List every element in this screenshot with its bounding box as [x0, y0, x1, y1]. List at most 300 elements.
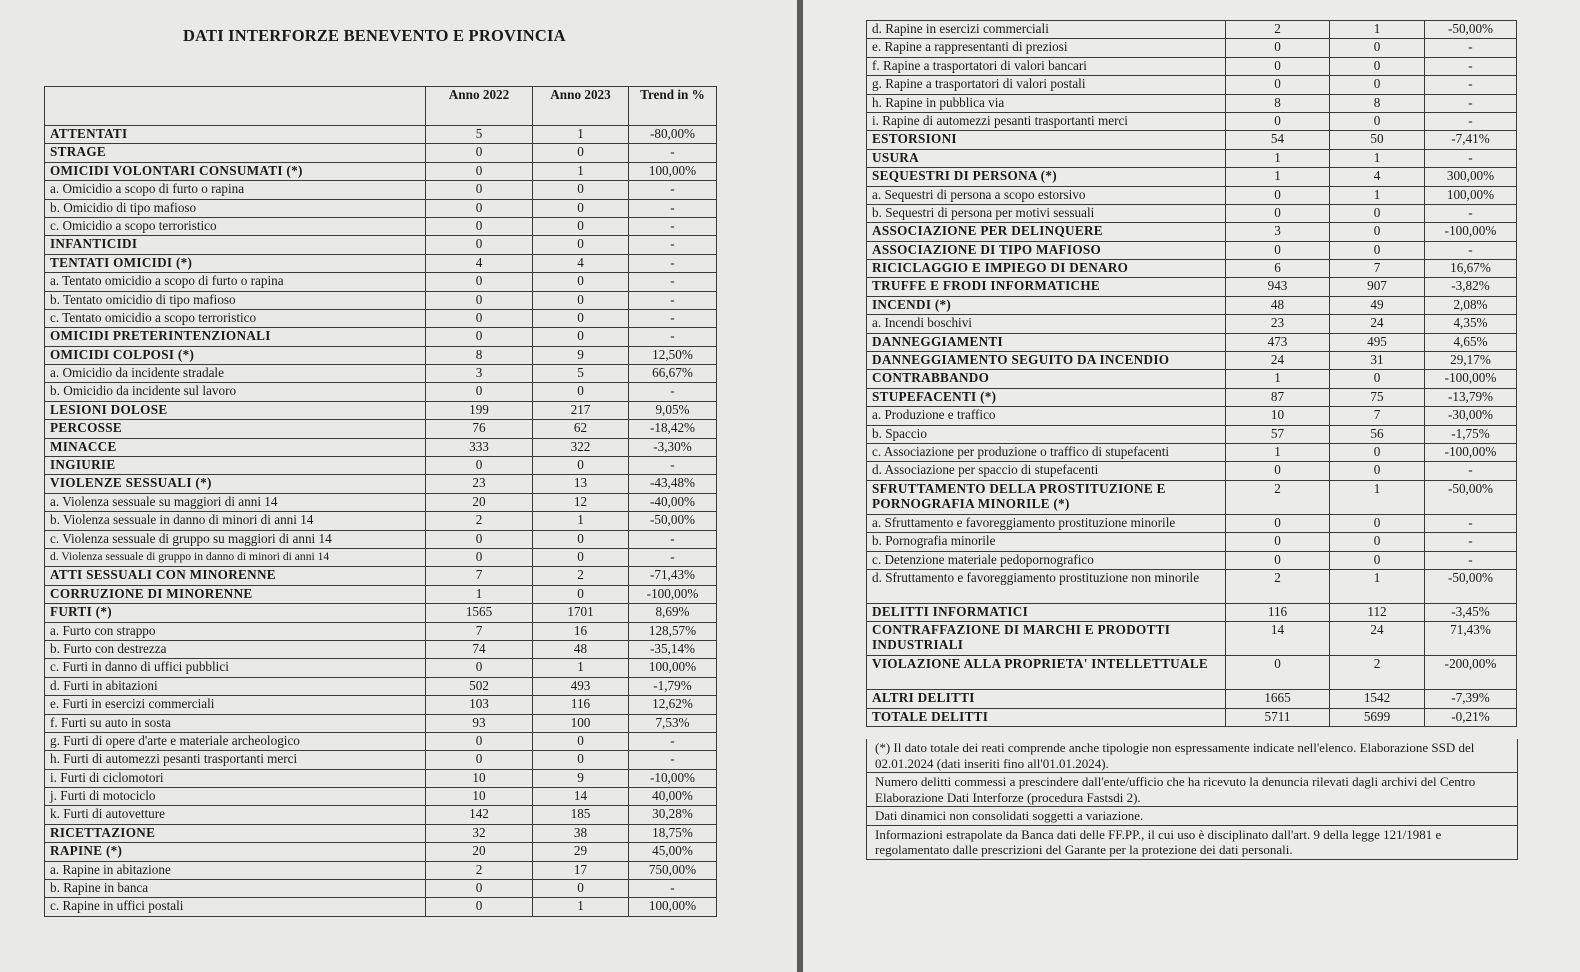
table-row [45, 769, 717, 787]
value-2022: 0 [426, 751, 533, 769]
value-2023: 0 [1330, 112, 1425, 130]
trend-percent: - [629, 273, 717, 291]
trend-percent: - [629, 530, 717, 548]
table-row [45, 328, 717, 346]
row-label: DANNEGGIAMENTI [867, 333, 1226, 351]
value-2023: 8 [1330, 94, 1425, 112]
table-row [45, 383, 717, 401]
row-label: ESTORSIONI [867, 131, 1226, 149]
table-row [45, 512, 717, 530]
table-row [867, 112, 1517, 130]
value-2022: 4 [426, 254, 533, 272]
value-2022: 0 [1226, 551, 1330, 569]
value-2023: 0 [1330, 39, 1425, 57]
row-label: d. Rapine in esercizi commerciali [867, 21, 1226, 39]
row-label: h. Rapine in pubblica via [867, 94, 1226, 112]
value-2022: 2 [1226, 569, 1330, 603]
value-2023: 0 [1330, 241, 1425, 259]
trend-percent: -1,79% [629, 677, 717, 695]
table-row [867, 443, 1517, 461]
row-label: a. Omicidio da incidente stradale [45, 365, 426, 383]
table-row [45, 732, 717, 750]
table-row [45, 291, 717, 309]
value-2022: 142 [426, 806, 533, 824]
value-2022: 1565 [426, 604, 533, 622]
value-2023: 0 [1330, 57, 1425, 75]
trend-percent: 300,00% [1425, 168, 1517, 186]
trend-percent: - [1425, 76, 1517, 94]
value-2022: 0 [1226, 39, 1330, 57]
table-row [867, 204, 1517, 222]
trend-percent: - [629, 457, 717, 475]
value-2023: 0 [1330, 533, 1425, 551]
trend-percent: -50,00% [629, 512, 717, 530]
value-2022: 20 [426, 493, 533, 511]
value-2022: 23 [426, 475, 533, 493]
value-2022: 10 [426, 769, 533, 787]
value-2022: 0 [1226, 112, 1330, 130]
trend-percent: - [629, 291, 717, 309]
row-label: b. Sequestri di persona per motivi sessuali [867, 204, 1226, 222]
table-row [45, 788, 717, 806]
table-row [45, 126, 717, 144]
table-row [45, 751, 717, 769]
crime-table-right [866, 20, 1517, 727]
value-2022: 5711 [1226, 708, 1330, 726]
trend-percent: - [629, 732, 717, 750]
value-2022: 0 [1226, 76, 1330, 94]
trend-percent: 750,00% [629, 861, 717, 879]
value-2022: 333 [426, 438, 533, 456]
row-label: d. Furti in abitazioni [45, 677, 426, 695]
value-2022: 0 [426, 291, 533, 309]
table-row [867, 21, 1517, 39]
row-label: MINACCE [45, 438, 426, 456]
table-row [45, 438, 717, 456]
row-label: OMICIDI COLPOSI (*) [45, 346, 426, 364]
value-2022: 76 [426, 420, 533, 438]
value-2022: 2 [426, 861, 533, 879]
value-2022: 1 [1226, 149, 1330, 167]
value-2022: 0 [426, 162, 533, 180]
value-2023: 0 [533, 273, 629, 291]
row-label: INGIURIE [45, 457, 426, 475]
table-row [45, 659, 717, 677]
value-2022: 3 [1226, 223, 1330, 241]
trend-percent: - [629, 181, 717, 199]
row-label: TRUFFE E FRODI INFORMATICHE [867, 278, 1226, 296]
table-row [867, 352, 1517, 370]
value-2022: 93 [426, 714, 533, 732]
table-row [867, 514, 1517, 532]
table-row [867, 333, 1517, 351]
table-row [867, 656, 1517, 690]
table-row [45, 365, 717, 383]
value-2022: 8 [426, 346, 533, 364]
row-label: d. Violenza sessuale di gruppo in danno di minori di anni 14 [45, 548, 426, 566]
trend-percent: 128,57% [629, 622, 717, 640]
row-label: j. Furti di motociclo [45, 788, 426, 806]
row-label: ASSOCIAZIONE PER DELINQUERE [867, 223, 1226, 241]
row-label: RICICLAGGIO E IMPIEGO DI DENARO [867, 260, 1226, 278]
value-2022: 0 [1226, 204, 1330, 222]
value-2022: 54 [1226, 131, 1330, 149]
row-label: b. Pornografia minorile [867, 533, 1226, 551]
row-label: INCENDI (*) [867, 296, 1226, 314]
table-row [867, 603, 1517, 621]
row-label: h. Furti di automezzi pesanti trasportanti merci [45, 751, 426, 769]
trend-percent: -50,00% [1425, 21, 1517, 39]
table-row [867, 425, 1517, 443]
table-row [45, 162, 717, 180]
value-2023: 0 [1330, 76, 1425, 94]
row-label: VIOLAZIONE ALLA PROPRIETA' INTELLETTUALE [867, 656, 1226, 690]
value-2023: 100 [533, 714, 629, 732]
value-2022: 32 [426, 824, 533, 842]
table-row [45, 217, 717, 235]
value-2022: 0 [426, 328, 533, 346]
table-row [867, 622, 1517, 656]
table-row [45, 181, 717, 199]
value-2023: 0 [1330, 204, 1425, 222]
row-label: ASSOCIAZIONE DI TIPO MAFIOSO [867, 241, 1226, 259]
crime-table-left [44, 86, 717, 917]
value-2023: 0 [533, 732, 629, 750]
trend-percent: 66,67% [629, 365, 717, 383]
value-2023: 62 [533, 420, 629, 438]
table-row [45, 843, 717, 861]
row-label: c. Furti in danno di uffici pubblici [45, 659, 426, 677]
trend-percent: -80,00% [629, 126, 717, 144]
row-label: LESIONI DOLOSE [45, 401, 426, 419]
trend-percent: 7,53% [629, 714, 717, 732]
value-2023: 0 [533, 880, 629, 898]
table-row [45, 548, 717, 566]
row-label: TENTATI OMICIDI (*) [45, 254, 426, 272]
row-label: g. Rapine a trasportatori di valori postali [867, 76, 1226, 94]
row-label: i. Furti di ciclomotori [45, 769, 426, 787]
trend-percent: - [629, 548, 717, 566]
trend-percent: -100,00% [1425, 223, 1517, 241]
row-label: b. Furto con destrezza [45, 640, 426, 658]
value-2022: 943 [1226, 278, 1330, 296]
trend-percent: -35,14% [629, 640, 717, 658]
value-2023: 50 [1330, 131, 1425, 149]
value-2023: 0 [533, 751, 629, 769]
table-row [45, 420, 717, 438]
table-row [867, 551, 1517, 569]
value-2023: 0 [1330, 443, 1425, 461]
value-2023: 2 [533, 567, 629, 585]
table-row [45, 254, 717, 272]
trend-percent: -3,45% [1425, 603, 1517, 621]
value-2022: 23 [1226, 315, 1330, 333]
trend-percent: 29,17% [1425, 352, 1517, 370]
trend-percent: - [629, 254, 717, 272]
row-label: a. Incendi boschivi [867, 315, 1226, 333]
trend-percent: -100,00% [1425, 370, 1517, 388]
row-label: a. Tentato omicidio a scopo di furto o rapina [45, 273, 426, 291]
value-2022: 74 [426, 640, 533, 658]
value-2023: 1 [533, 126, 629, 144]
value-2023: 48 [533, 640, 629, 658]
value-2023: 0 [533, 309, 629, 327]
value-2022: 103 [426, 696, 533, 714]
trend-percent: -100,00% [629, 585, 717, 603]
table-row [867, 569, 1517, 603]
row-label: SFRUTTAMENTO DELLA PROSTITUZIONE E PORNOGRAFIA MINORILE (*) [867, 480, 1226, 514]
trend-percent: 100,00% [629, 162, 717, 180]
row-label: d. Associazione per spaccio di stupefacenti [867, 462, 1226, 480]
table-row [45, 236, 717, 254]
table-row [867, 131, 1517, 149]
value-2023: 0 [533, 291, 629, 309]
footnotes [866, 739, 1518, 860]
trend-percent: - [1425, 514, 1517, 532]
row-label: ATTENTATI [45, 126, 426, 144]
value-2022: 0 [1226, 533, 1330, 551]
value-2023: 0 [533, 181, 629, 199]
header-2023: Anno 2023 [533, 87, 629, 126]
trend-percent: - [1425, 112, 1517, 130]
value-2023: 17 [533, 861, 629, 879]
value-2022: 0 [1226, 462, 1330, 480]
value-2023: 9 [533, 346, 629, 364]
row-label: b. Tentato omicidio di tipo mafioso [45, 291, 426, 309]
trend-percent: - [629, 880, 717, 898]
value-2022: 1 [426, 585, 533, 603]
table-row [45, 493, 717, 511]
value-2022: 1 [1226, 370, 1330, 388]
value-2023: 0 [533, 217, 629, 235]
table-row [45, 806, 717, 824]
table-row [867, 241, 1517, 259]
value-2023: 0 [1330, 462, 1425, 480]
footnote-source: Numero delitti commessi a prescindere dall'ente/ufficio che ha ricevuto la denuncia rilevati dagli archivi del Centro Elaborazione Dati Interforze (procedura Fastsdi 2). [867, 772, 1517, 806]
value-2022: 199 [426, 401, 533, 419]
table-row [867, 462, 1517, 480]
table-row [867, 296, 1517, 314]
table-row [45, 585, 717, 603]
value-2023: 1 [533, 659, 629, 677]
row-label: STRAGE [45, 144, 426, 162]
value-2022: 7 [426, 567, 533, 585]
row-label: a. Omicidio a scopo di furto o rapina [45, 181, 426, 199]
footnote-dynamic [867, 806, 1517, 825]
trend-percent: 8,69% [629, 604, 717, 622]
value-2022: 0 [426, 898, 533, 916]
trend-percent: 30,28% [629, 806, 717, 824]
value-2022: 0 [426, 309, 533, 327]
value-2022: 0 [426, 236, 533, 254]
value-2022: 473 [1226, 333, 1330, 351]
value-2023: 0 [533, 585, 629, 603]
value-2022: 1 [1226, 168, 1330, 186]
row-label: i. Rapine di automezzi pesanti trasportanti merci [867, 112, 1226, 130]
table-row [45, 604, 717, 622]
value-2022: 10 [1226, 407, 1330, 425]
trend-percent: 9,05% [629, 401, 717, 419]
table-row [45, 714, 717, 732]
value-2023: 1 [1330, 186, 1425, 204]
trend-percent: -50,00% [1425, 569, 1517, 603]
row-label: b. Spaccio [867, 425, 1226, 443]
trend-percent: - [629, 383, 717, 401]
value-2022: 3 [426, 365, 533, 383]
value-2023: 0 [533, 144, 629, 162]
value-2023: 112 [1330, 603, 1425, 621]
table-row [867, 480, 1517, 514]
value-2023: 12 [533, 493, 629, 511]
value-2022: 2 [426, 512, 533, 530]
value-2023: 907 [1330, 278, 1425, 296]
value-2023: 116 [533, 696, 629, 714]
value-2022: 5 [426, 126, 533, 144]
trend-percent: 16,67% [1425, 260, 1517, 278]
value-2022: 0 [426, 199, 533, 217]
row-label: e. Rapine a rappresentanti di preziosi [867, 39, 1226, 57]
table-row [45, 273, 717, 291]
row-label: c. Associazione per produzione o traffico di stupefacenti [867, 443, 1226, 461]
table-row [867, 388, 1517, 406]
value-2023: 14 [533, 788, 629, 806]
value-2023: 495 [1330, 333, 1425, 351]
row-label: c. Violenza sessuale di gruppo su maggiori di anni 14 [45, 530, 426, 548]
table-row [867, 39, 1517, 57]
value-2023: 0 [533, 328, 629, 346]
table-row [867, 708, 1517, 726]
value-2022: 0 [426, 548, 533, 566]
table-row [45, 640, 717, 658]
row-label: RICETTAZIONE [45, 824, 426, 842]
footnote-dynamic-text: Dati dinamici non consolidati soggetti a variazione. [875, 808, 1144, 823]
value-2023: 56 [1330, 425, 1425, 443]
trend-percent: - [629, 328, 717, 346]
row-label: ATTI SESSUALI CON MINORENNE [45, 567, 426, 585]
trend-percent: -200,00% [1425, 656, 1517, 690]
value-2023: 5699 [1330, 708, 1425, 726]
trend-percent: - [629, 199, 717, 217]
trend-percent: - [629, 309, 717, 327]
document-title: DATI INTERFORZE BENEVENTO E PROVINCIA [183, 26, 566, 45]
value-2023: 1 [1330, 21, 1425, 39]
value-2023: 217 [533, 401, 629, 419]
value-2022: 502 [426, 677, 533, 695]
value-2022: 0 [426, 383, 533, 401]
table-row [867, 278, 1517, 296]
table-header [45, 87, 717, 126]
row-label: DELITTI INFORMATICI [867, 603, 1226, 621]
table-row [45, 475, 717, 493]
table-row [867, 407, 1517, 425]
value-2023: 4 [1330, 168, 1425, 186]
value-2023: 1 [533, 898, 629, 916]
value-2023: 1701 [533, 604, 629, 622]
value-2022: 0 [426, 659, 533, 677]
row-label: f. Rapine a trasportatori di valori bancari [867, 57, 1226, 75]
trend-percent: - [629, 751, 717, 769]
table-row [45, 401, 717, 419]
row-label: g. Furti di opere d'arte e materiale archeologico [45, 732, 426, 750]
table-row [867, 94, 1517, 112]
value-2023: 0 [533, 548, 629, 566]
value-2023: 9 [533, 769, 629, 787]
value-2023: 38 [533, 824, 629, 842]
table-row [45, 457, 717, 475]
value-2022: 0 [1226, 186, 1330, 204]
row-label: b. Violenza sessuale in danno di minori di anni 14 [45, 512, 426, 530]
value-2022: 0 [1226, 241, 1330, 259]
value-2023: 49 [1330, 296, 1425, 314]
trend-percent: 12,50% [629, 346, 717, 364]
row-label: DANNEGGIAMENTO SEGUITO DA INCENDIO [867, 352, 1226, 370]
value-2023: 16 [533, 622, 629, 640]
value-2022: 8 [1226, 94, 1330, 112]
table-row [45, 898, 717, 916]
value-2022: 57 [1226, 425, 1330, 443]
value-2023: 24 [1330, 622, 1425, 656]
value-2022: 48 [1226, 296, 1330, 314]
row-label: a. Produzione e traffico [867, 407, 1226, 425]
row-label: a. Furto con strappo [45, 622, 426, 640]
value-2023: 2 [1330, 656, 1425, 690]
trend-percent: 45,00% [629, 843, 717, 861]
value-2022: 0 [426, 457, 533, 475]
trend-percent: 18,75% [629, 824, 717, 842]
table-row [867, 223, 1517, 241]
trend-percent: - [629, 144, 717, 162]
value-2023: 5 [533, 365, 629, 383]
table-row [867, 690, 1517, 708]
row-label: CONTRAFFAZIONE DI MARCHI E PRODOTTI INDUSTRIALI [867, 622, 1226, 656]
row-label: d. Sfruttamento e favoreggiamento prostituzione non minorile [867, 569, 1226, 603]
trend-percent: 71,43% [1425, 622, 1517, 656]
table-row [45, 346, 717, 364]
row-label: TOTALE DELITTI [867, 708, 1226, 726]
value-2022: 0 [426, 273, 533, 291]
trend-percent: -50,00% [1425, 480, 1517, 514]
table-row [867, 186, 1517, 204]
row-label: a. Rapine in abitazione [45, 861, 426, 879]
footnote-methodology: (*) Il dato totale dei reati comprende anche tipologie non espressamente indicate nell'elenco. Elaborazione SSD del 02.01.2024 (dati inseriti fino all'01.01.2024). [875, 740, 1475, 771]
row-label: FURTI (*) [45, 604, 426, 622]
trend-percent: - [1425, 39, 1517, 57]
table-row [867, 533, 1517, 551]
value-2023: 4 [533, 254, 629, 272]
value-2023: 7 [1330, 260, 1425, 278]
value-2022: 87 [1226, 388, 1330, 406]
value-2022: 0 [1226, 514, 1330, 532]
table-row [867, 76, 1517, 94]
value-2022: 24 [1226, 352, 1330, 370]
value-2023: 0 [533, 383, 629, 401]
value-2023: 1 [1330, 149, 1425, 167]
trend-percent: -7,41% [1425, 131, 1517, 149]
value-2022: 2 [1226, 21, 1330, 39]
value-2022: 2 [1226, 480, 1330, 514]
value-2023: 0 [533, 457, 629, 475]
value-2023: 1 [533, 512, 629, 530]
table-row [867, 315, 1517, 333]
value-2022: 0 [426, 732, 533, 750]
table-row [867, 168, 1517, 186]
value-2022: 20 [426, 843, 533, 861]
row-label: b. Omicidio di tipo mafioso [45, 199, 426, 217]
trend-percent: -18,42% [629, 420, 717, 438]
value-2022: 0 [426, 144, 533, 162]
value-2022: 0 [426, 181, 533, 199]
value-2022: 1665 [1226, 690, 1330, 708]
